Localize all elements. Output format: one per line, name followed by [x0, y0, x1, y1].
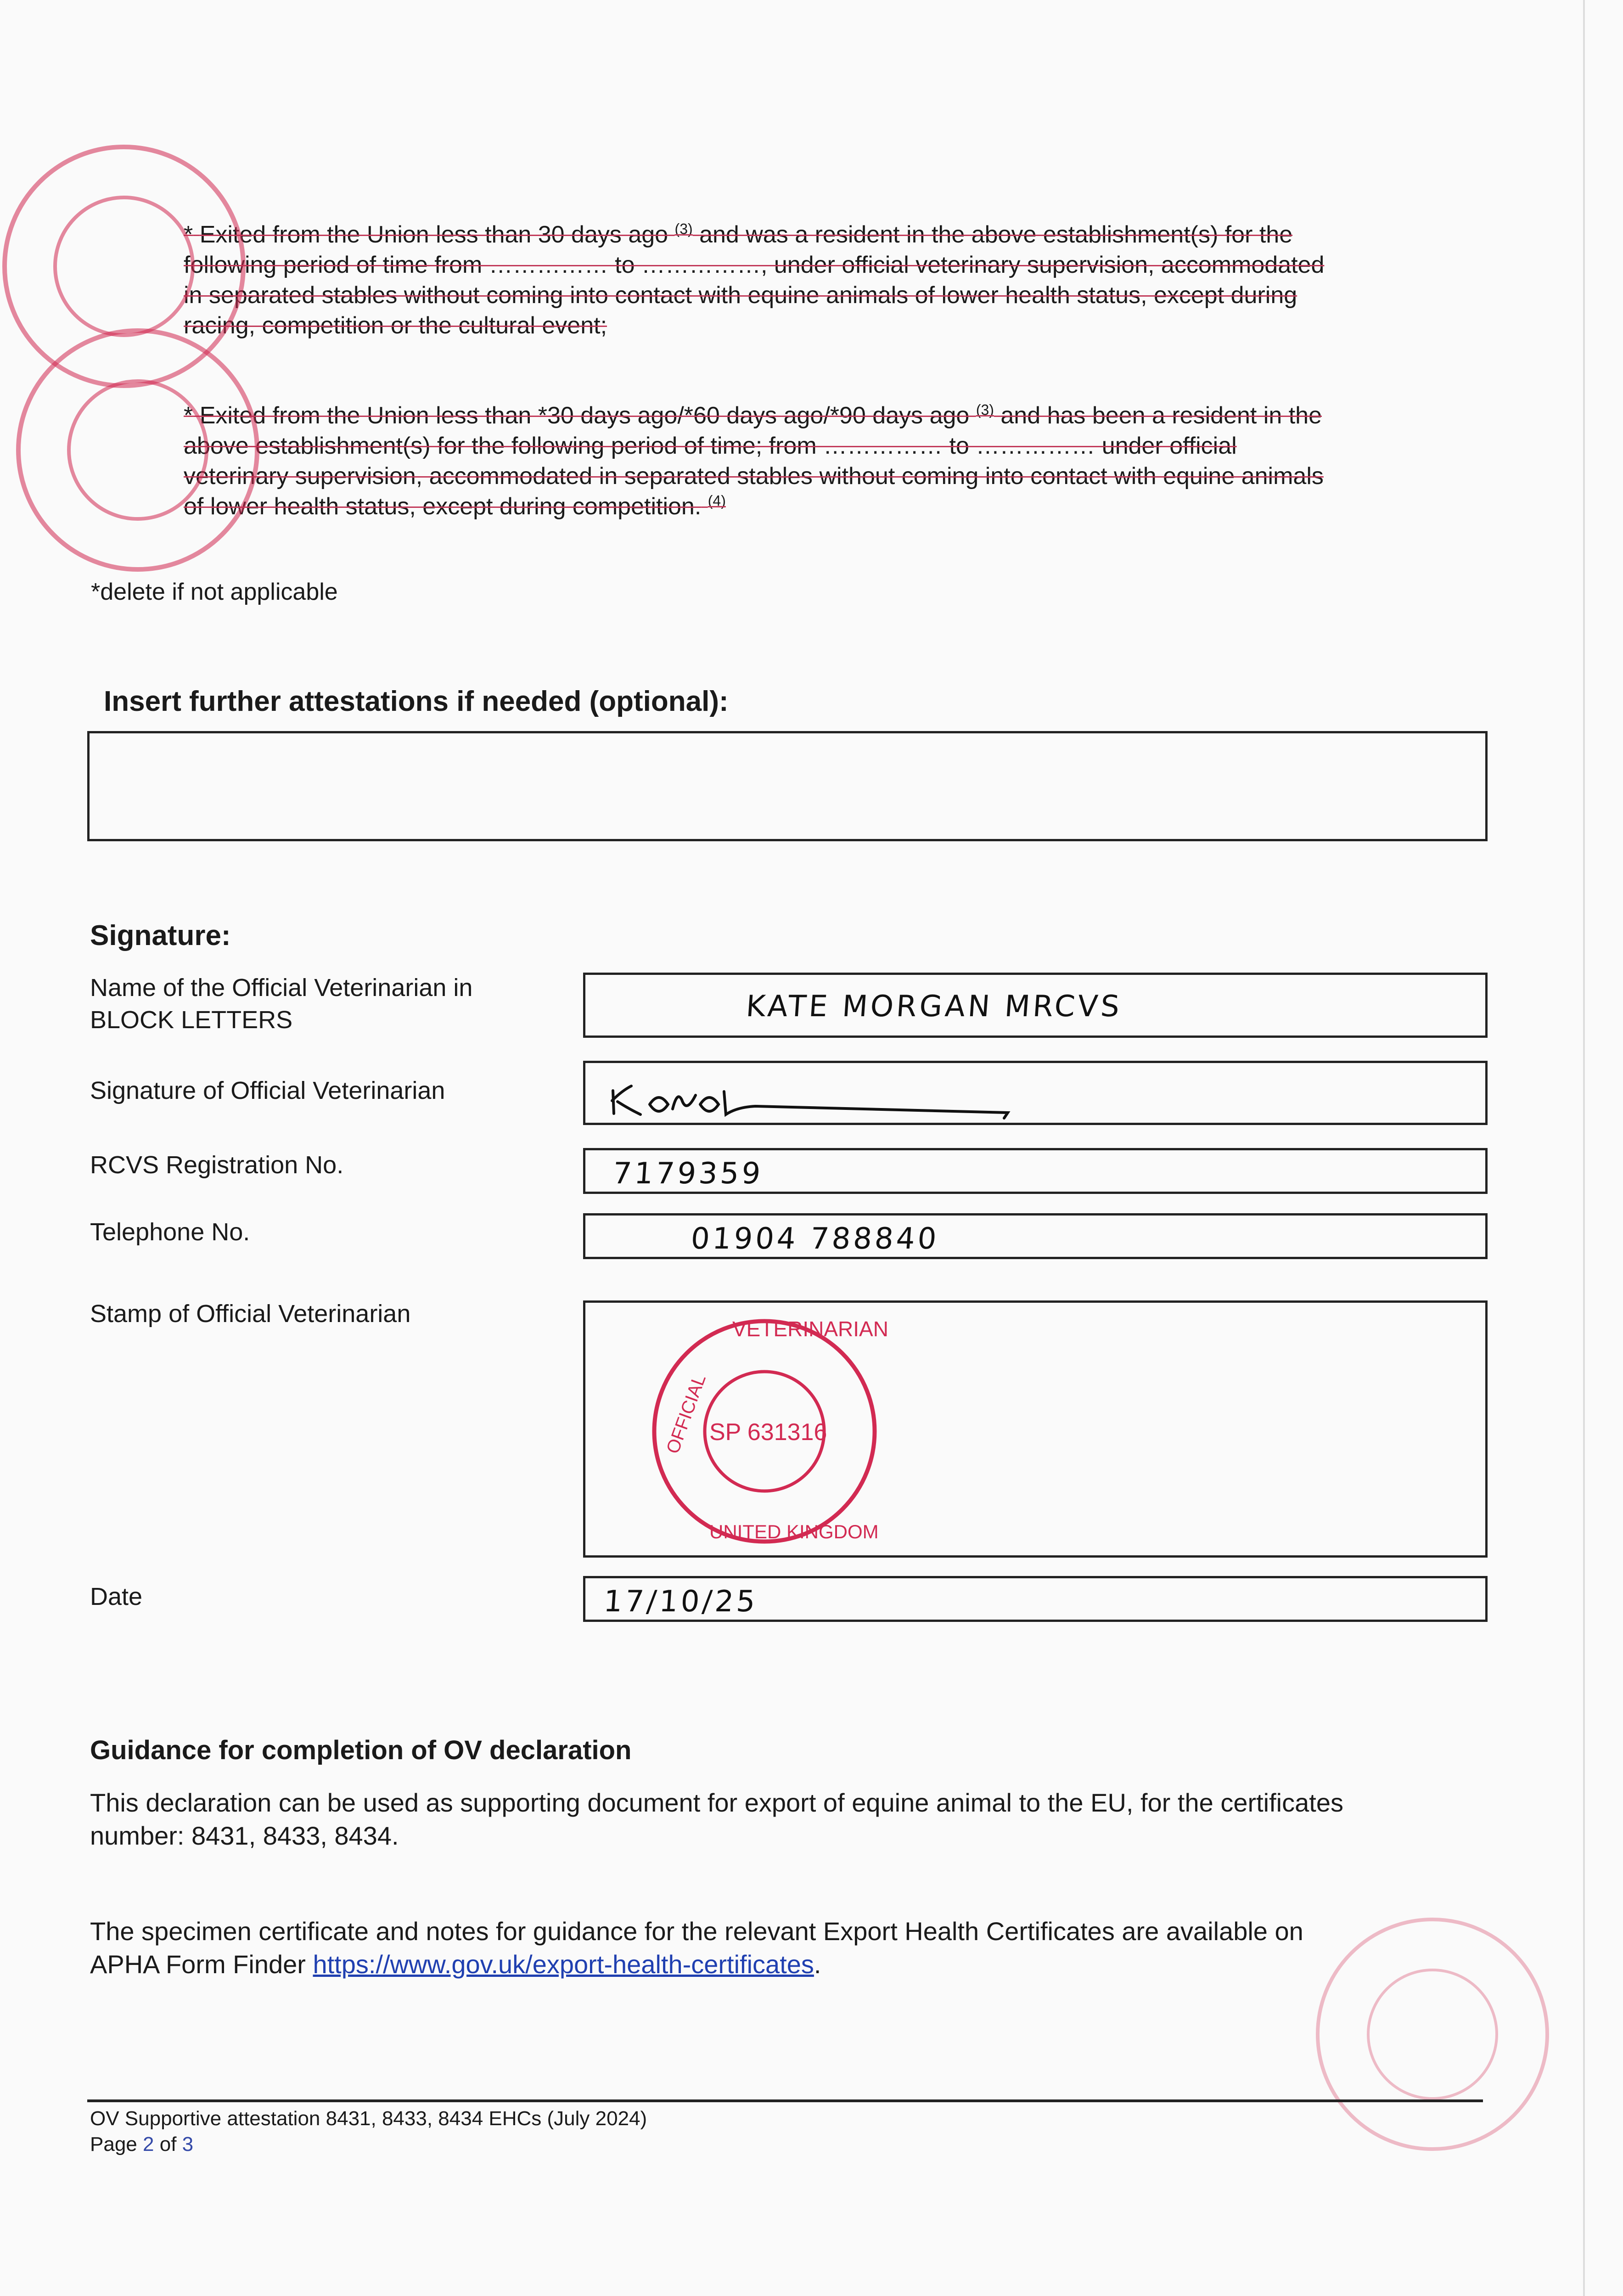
rcvs-label: RCVS Registration No.: [90, 1151, 344, 1179]
stamp-label: Stamp of Official Veterinarian: [90, 1300, 411, 1328]
telephone-field[interactable]: 01904 788840: [583, 1213, 1488, 1259]
signature-label: Signature of Official Veterinarian: [90, 1077, 445, 1104]
faint-stamp-icon: [1304, 1906, 1561, 2163]
stamp-text: VETERINARIAN OFFICIAL UNITED KINGDOM SP 631316: [663, 1317, 888, 1542]
date-label: Date: [90, 1583, 143, 1610]
attestation-1-line-3: in separated stables without coming into contact with equine animals of lower health status, except during: [184, 282, 1297, 309]
footer-page: Page 2 of 3: [90, 2133, 194, 2155]
official-stamp-icon: [9, 321, 266, 579]
footer-divider: [87, 2099, 1483, 2102]
signature-field[interactable]: [583, 1061, 1488, 1125]
attestation-1-line-1: * Exited from the Union less than 30 days ago $^{(3)}$ and was a resident in the above establishment(s) for the: [184, 220, 1293, 248]
telephone-label: Telephone No.: [90, 1218, 250, 1246]
scan-edge: [1583, 0, 1585, 2296]
attestation-2-line-1: * Exited from the Union less than *30 days ago/*60 days ago/*90 days ago $^{(3)}$ and has been a resident in the: [184, 401, 1322, 429]
attestation-2-line-3: veterinary supervision, accommodated in separated stables without coming into contact with equine animals: [184, 463, 1324, 490]
attestation-1-line-4: racing, competition or the cultural event;: [184, 312, 607, 339]
stamp-field[interactable]: [583, 1300, 1488, 1558]
rcvs-field[interactable]: 7179359: [583, 1148, 1488, 1194]
attestation-1: [184, 219, 1515, 341]
date-field[interactable]: 17/10/25: [583, 1576, 1488, 1622]
attestation-2-line-4: of lower health status, except during competition. $^{(4)}$: [184, 492, 726, 520]
guidance-paragraph-2: The specimen certificate and notes for guidance for the relevant Export Health Certificates are available on APHA Form Finder https://www.gov.uk/export-health-certificates.: [90, 1917, 1303, 1979]
delete-note: *delete if not applicable: [91, 579, 338, 605]
guidance-paragraph-1: This declaration can be used as supporting document for export of equine animal to the EU, for the certificates number: 8431, 8433, 8434.: [90, 1788, 1343, 1850]
handwritten-signature-icon: [604, 1072, 1063, 1123]
attestation-2-line-2: above establishment(s) for the following period of time; from …………… to …………… under official: [184, 433, 1237, 459]
footer-title: OV Supportive attestation 8431, 8433, 8434 EHCs (July 2024): [90, 2107, 647, 2130]
attestation-1-line-2: following period of time from …………… to ……………, under official veterinary supervision, accommodated: [184, 252, 1325, 278]
footer: [90, 2106, 647, 2157]
signature-heading: Signature:: [90, 920, 231, 951]
name-field[interactable]: KATE MORGAN MRCVS: [583, 973, 1488, 1038]
attestation-2: [184, 400, 1515, 522]
further-attestations-heading: Insert further attestations if needed (optional):: [104, 686, 729, 717]
further-attestations-field[interactable]: [87, 731, 1488, 841]
guidance-heading: Guidance for completion of OV declaration: [90, 1735, 632, 1765]
name-label: Name of the Official Veterinarian in BLOCK LETTERS: [90, 974, 473, 1034]
export-health-certificates-link[interactable]: https://www.gov.uk/export-health-certificates: [313, 1950, 814, 1979]
